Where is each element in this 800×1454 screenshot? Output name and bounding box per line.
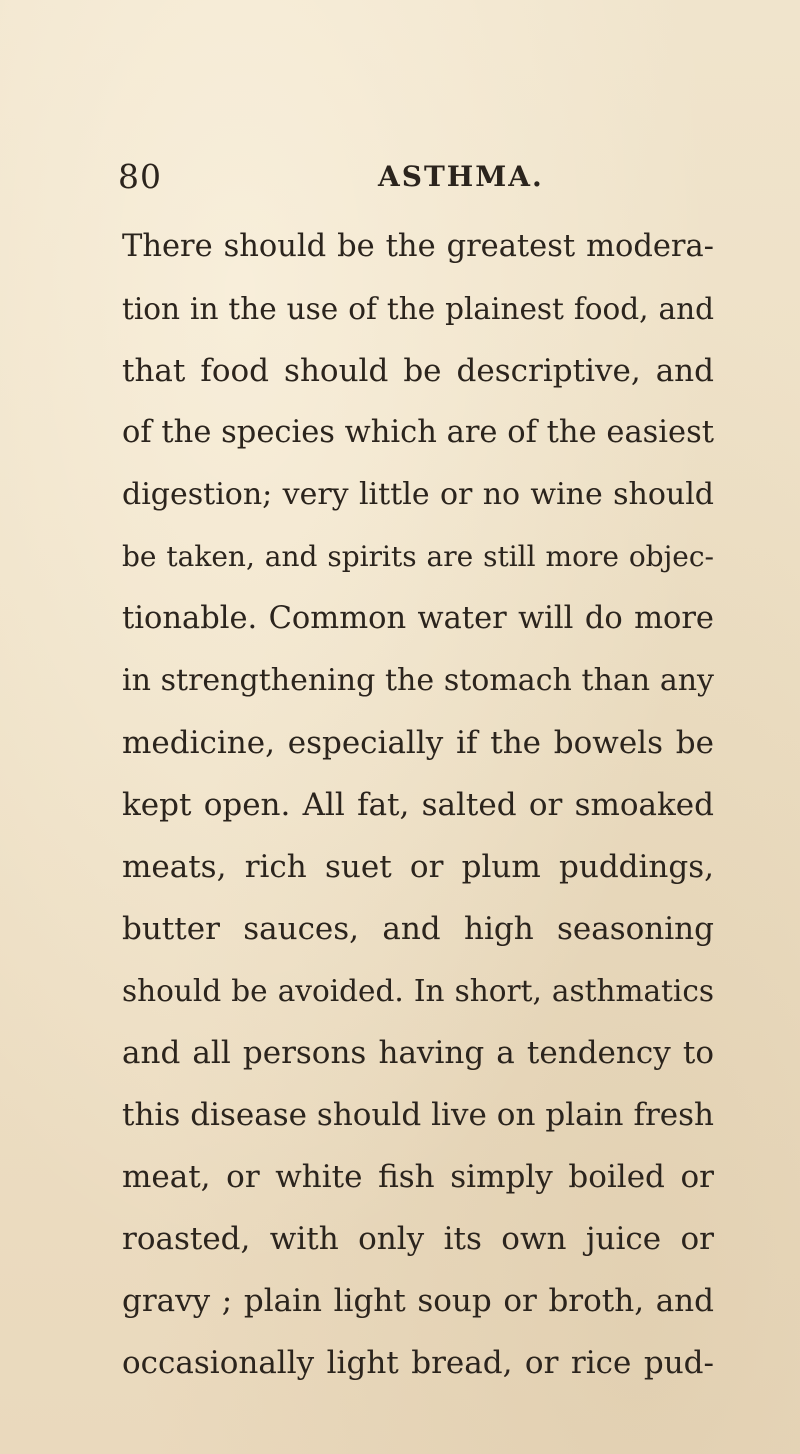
text-line: medicine, especially if the bowels be [122, 725, 714, 761]
text-line: kept open. All fat, salted or smoaked [122, 787, 714, 823]
text-line: There should be the greatest modera- [122, 229, 714, 264]
running-head: ASTHMA. [378, 160, 544, 193]
page-header [118, 152, 718, 202]
body-text [122, 216, 714, 1394]
text-line: this disease should live on plain fresh [122, 1097, 714, 1133]
text-line: butter sauces, and high seasoning [122, 911, 714, 947]
text-line: be taken, and spirits are still more objec- [122, 540, 714, 573]
text-line: that food should be descriptive, and [122, 353, 714, 389]
text-line: meat, or white fish simply boiled or [122, 1159, 714, 1195]
text-line: in strengthening the stomach than any [122, 663, 714, 698]
text-line: digestion; very little or no wine should [122, 477, 714, 512]
text-line: gravy ; plain light soup or broth, and [122, 1283, 714, 1319]
text-line: tionable. Common water will do more [122, 601, 714, 636]
text-line: should be avoided. In short, asthmatics [122, 974, 714, 1008]
text-line: meats, rich suet or plum puddings, [122, 849, 714, 885]
page-number: 80 [118, 157, 162, 196]
text-line: roasted, with only its own juice or [122, 1221, 714, 1257]
text-line: tion in the use of the plainest food, and [122, 292, 714, 326]
text-line: and all persons having a tendency to [122, 1035, 714, 1071]
text-line: of the species which are of the easiest [122, 415, 714, 450]
text-line: occasionally light bread, or rice pud- [122, 1345, 714, 1381]
